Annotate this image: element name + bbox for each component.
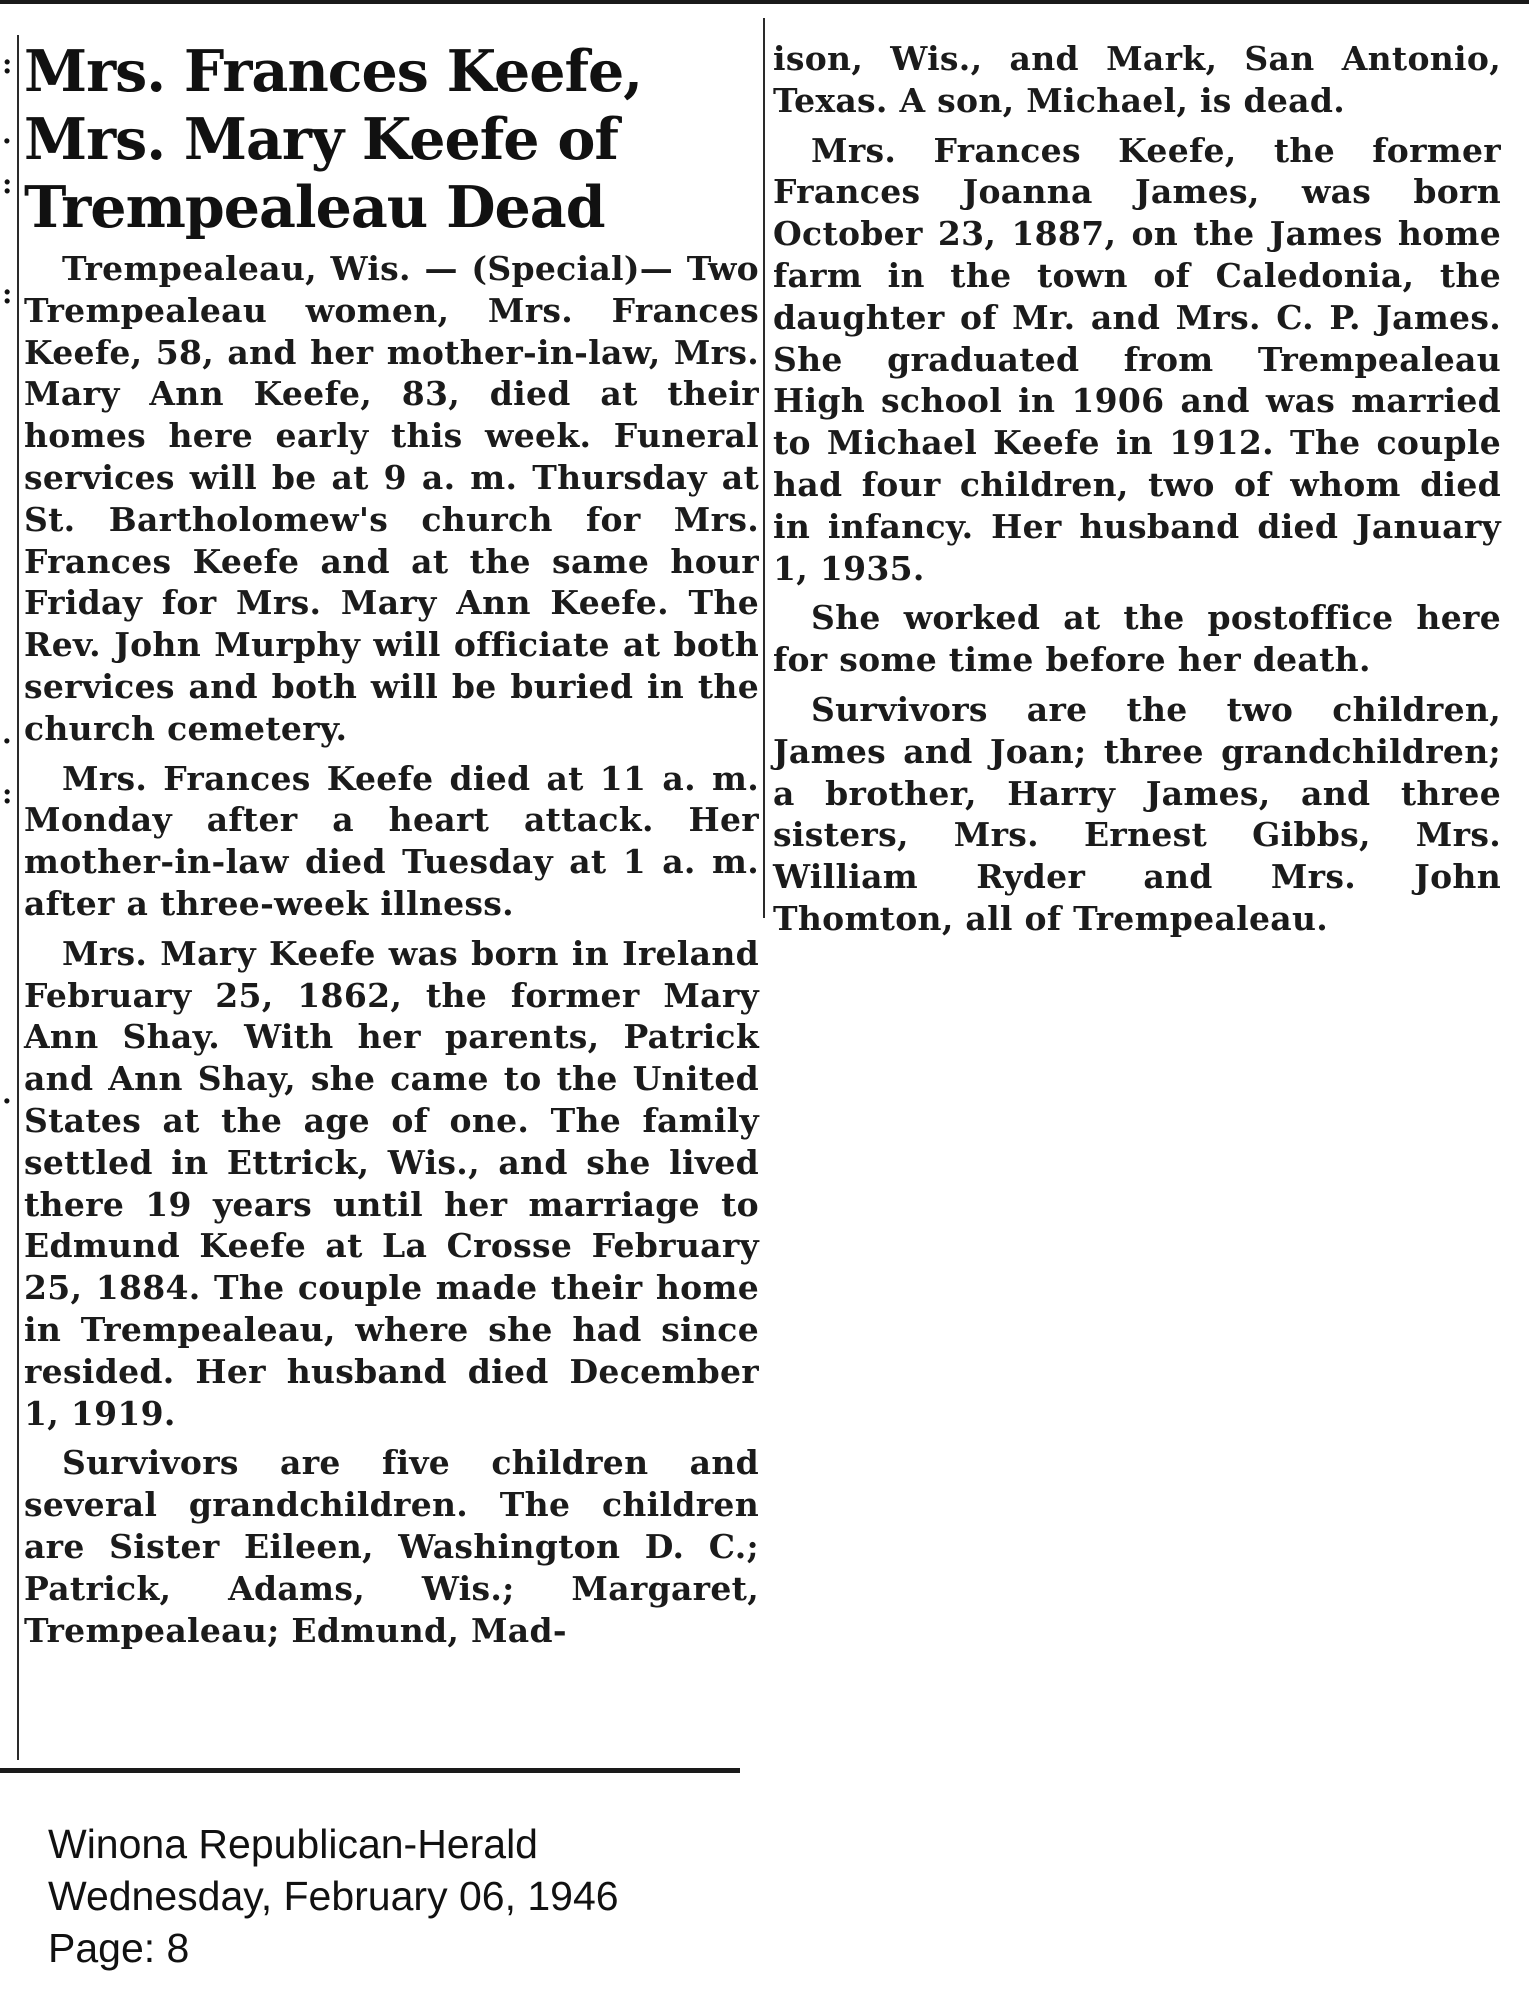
paragraph: Survivors are five children and several grandchildren. The children are Sister Eileen, Washington D. C.; Patrick, Adams, Wis.; Margaret, Trempealeau; Edmund, Mad-: [24, 1443, 759, 1650]
left-edge-fragments: : . : : . : .: [2, 47, 13, 1110]
column-rule-left: [17, 35, 19, 1760]
headline: [24, 38, 759, 242]
publication-date: Wednesday, February 06, 1946: [48, 1873, 619, 1919]
headline-line-3: Trempealeau Dead: [24, 174, 605, 241]
paragraph: Survivors are the two children, James and Joan; three grandchildren; a brother, Harry James, and three sisters, Mrs. Ernest Gibbs, Mrs. William Ryder and Mrs. John Thomton, all of Trempealeau.: [773, 689, 1501, 938]
top-rule: [0, 0, 1529, 4]
paragraph: ison, Wis., and Mark, San Antonio, Texas. A son, Michael, is dead.: [773, 39, 1501, 120]
right-column: [773, 38, 1501, 948]
paragraph: Mrs. Mary Keefe was born in Ireland February 25, 1862, the former Mary Ann Shay. With her parents, Patrick and Ann Shay, she came to the United States at the age of one. The family settled in Ettrick, Wis., and she lived there 19 years until her marriage to Edmund Keefe at La Crosse February 25, 1884. The couple made their home in Trempealeau, where she had since resided. Her husband died December 1, 1919.: [24, 933, 759, 1433]
bottom-rule: [0, 1768, 740, 1773]
right-column-body: [773, 38, 1501, 940]
paragraph: Mrs. Frances Keefe, the former Frances Joanna James, was born October 23, 1887, on the James home farm in the town of Caledonia, the daughter of Mr. and Mrs. C. P. James. She graduated from Trempealeau High school in 1906 and was married to Michael Keefe in 1912. The couple had four children, two of whom died in infancy. Her husband died January 1, 1935.: [773, 130, 1501, 588]
left-column: [24, 38, 759, 1659]
source-citation: [48, 1818, 619, 1974]
paragraph: Mrs. Frances Keefe died at 11 a. m. Monday after a heart attack. Her mother-in-law died Tuesday at 1 a. m. after a three-week illness.: [24, 758, 759, 923]
headline-line-1: Mrs. Frances Keefe,: [24, 38, 643, 105]
column-rule-middle: [763, 18, 765, 918]
left-column-body: [24, 248, 759, 1651]
page-number: Page: 8: [48, 1925, 190, 1971]
paragraph: Trempealeau, Wis. — (Special)— Two Trempealeau women, Mrs. Frances Keefe, 58, and her mother-in-law, Mrs. Mary Ann Keefe, 83, died at their homes here early this week. Funeral services will be at 9 a. m. Thursday at St. Bartholomew's church for Mrs. Frances Keefe and at the same hour Friday for Mrs. Mary Ann Keefe. The Rev. John Murphy will officiate at both services and both will be buried in the church cemetery.: [24, 249, 759, 748]
paragraph: She worked at the postoffice here for some time before her death.: [773, 598, 1501, 680]
headline-line-2: Mrs. Mary Keefe of: [24, 106, 618, 173]
newspaper-name: Winona Republican-Herald: [48, 1821, 538, 1867]
